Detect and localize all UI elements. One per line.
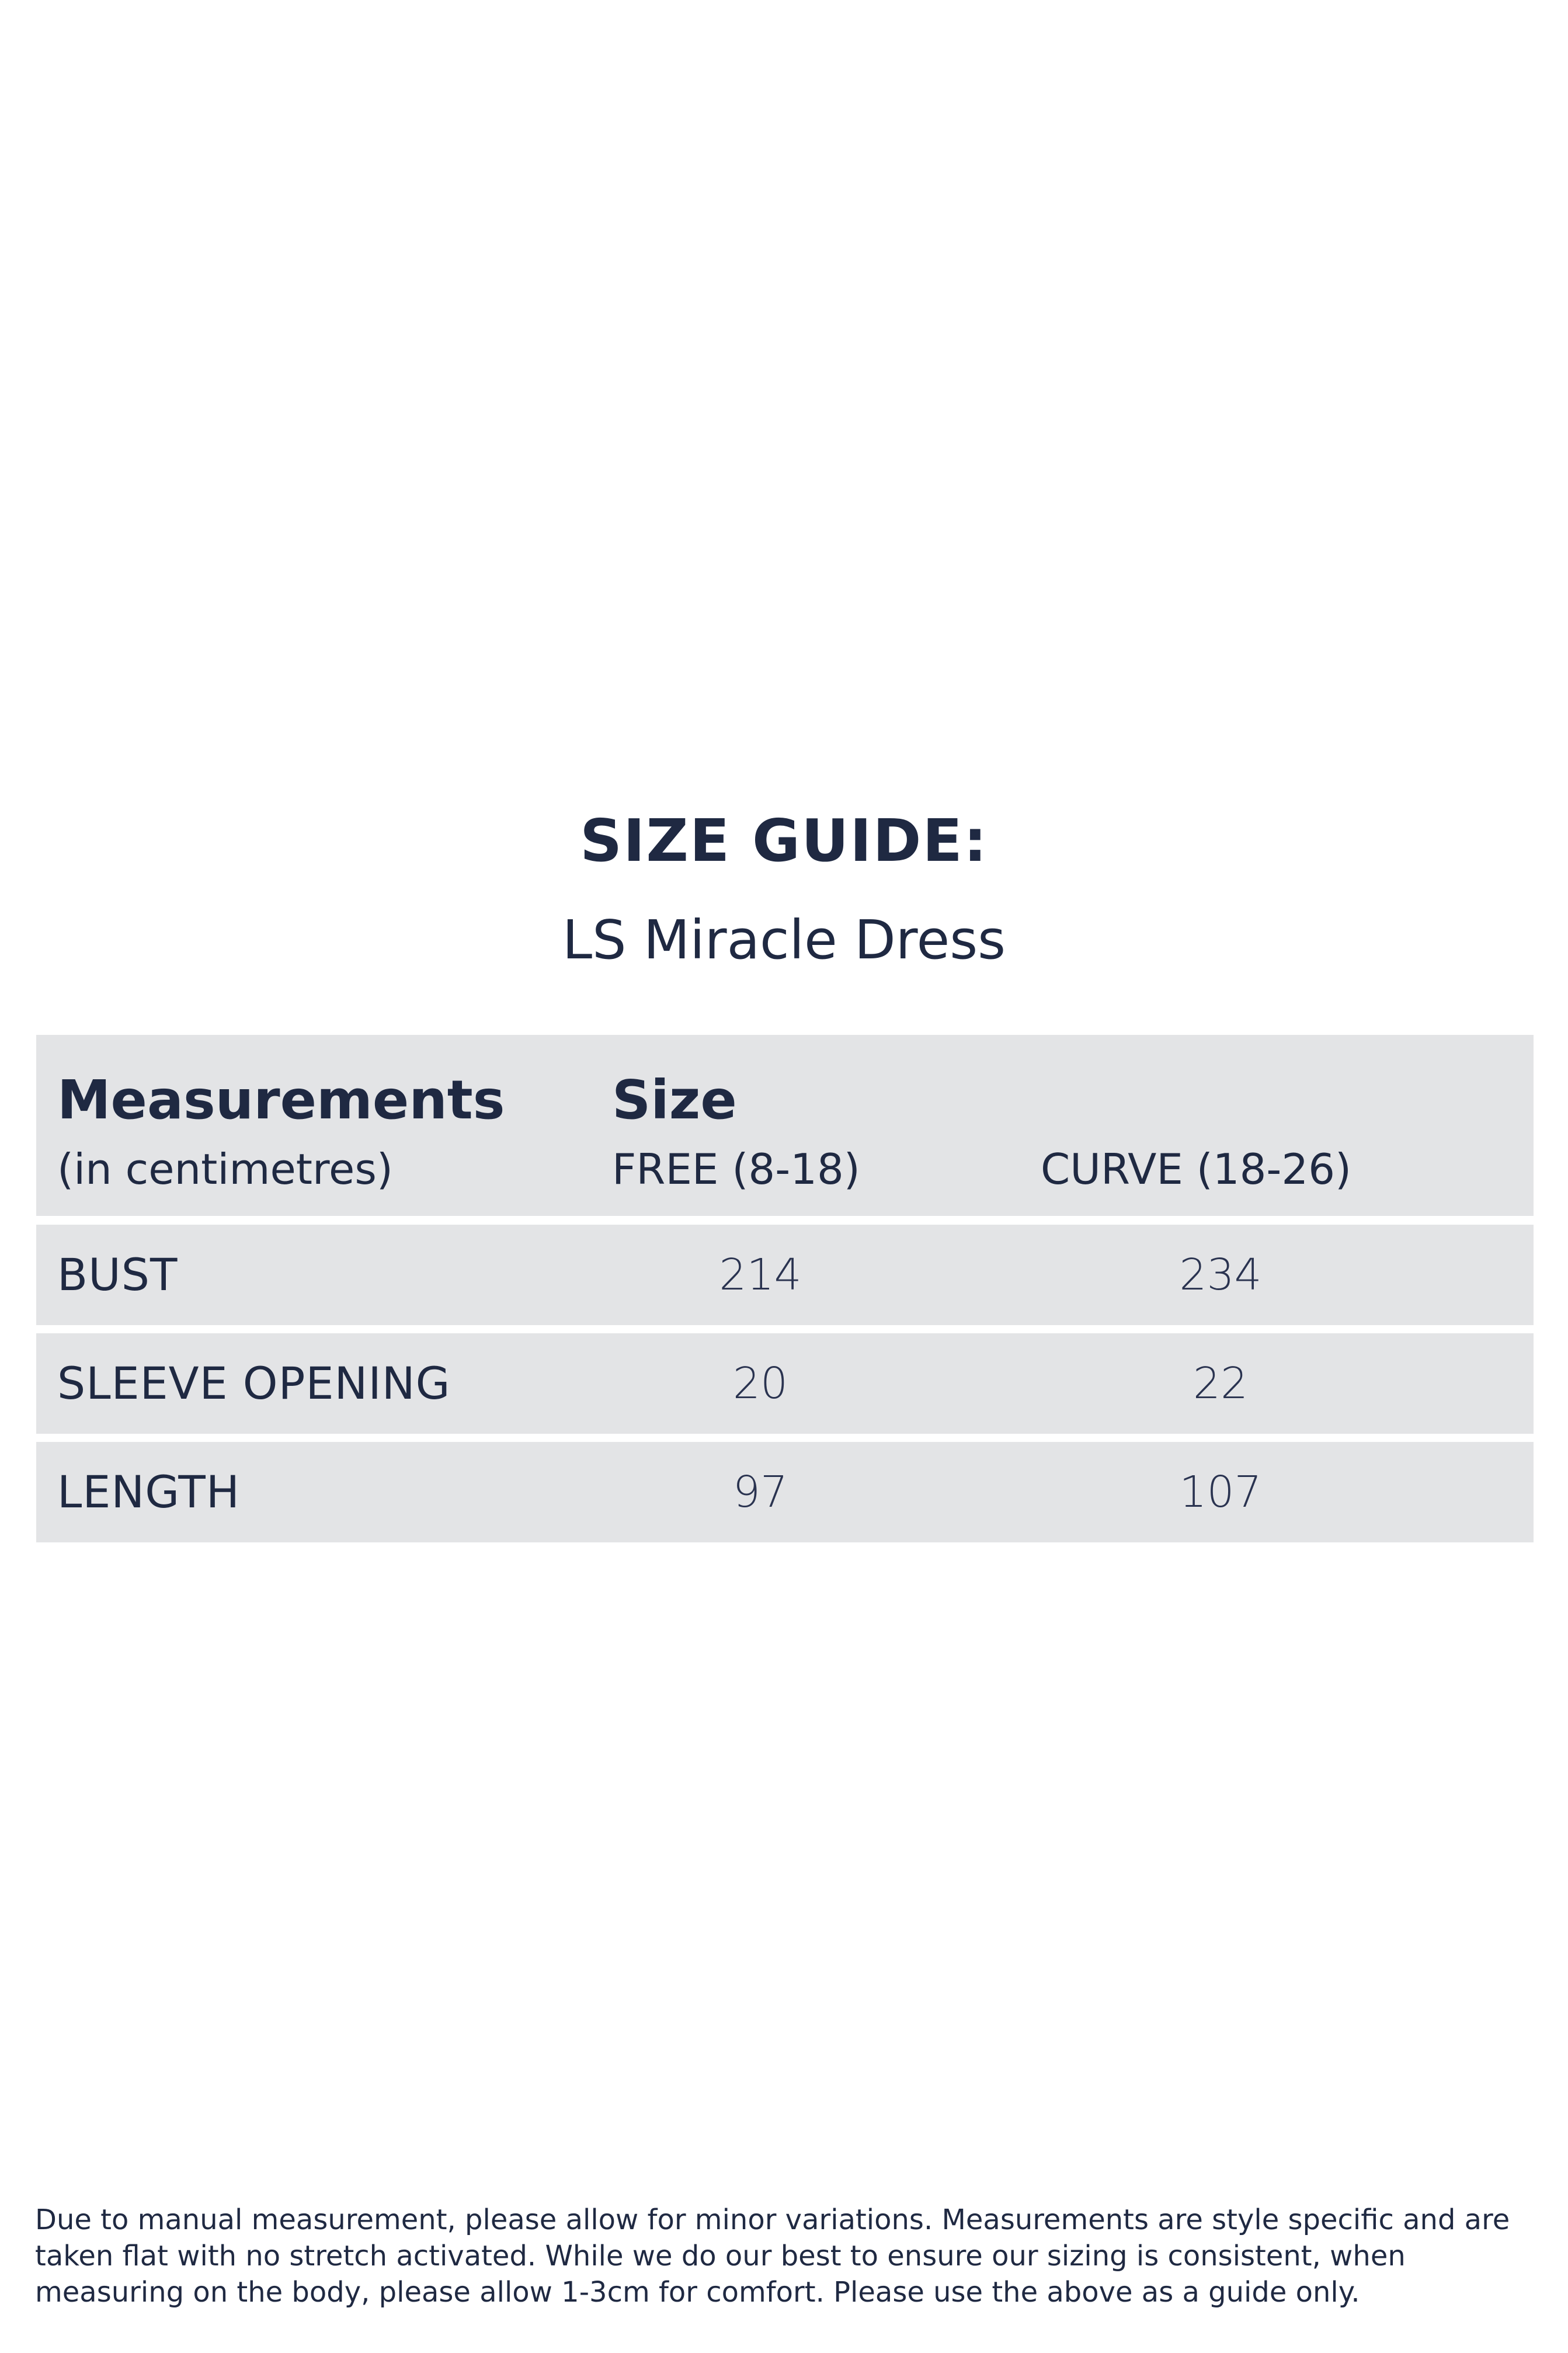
measurements-heading: Measurements bbox=[57, 1069, 505, 1131]
row-label: BUST bbox=[57, 1249, 178, 1301]
row-label: LENGTH bbox=[57, 1466, 240, 1518]
unit-note: (in centimetres) bbox=[57, 1145, 393, 1194]
table-row bbox=[36, 1442, 1534, 1542]
size-table-header bbox=[36, 1035, 1534, 1216]
curve-value: 234 bbox=[1179, 1250, 1262, 1300]
row-label: SLEEVE OPENING bbox=[57, 1357, 451, 1409]
page-title: SIZE GUIDE: bbox=[580, 807, 988, 875]
table-row bbox=[36, 1225, 1534, 1325]
free-value: 20 bbox=[732, 1358, 788, 1409]
disclaimer-note: Due to manual measurement, please allow for minor variations. Measurements are style specific and are taken flat with no stretch activated. While we do our best to ensure our sizing is consistent, when measuring on the body, please allow 1-3cm for comfort. Please use the above as a guide only. bbox=[35, 2203, 1510, 2309]
size-curve-heading: CURVE (18-26) bbox=[1041, 1145, 1352, 1194]
table-row bbox=[36, 1333, 1534, 1434]
curve-value: 22 bbox=[1192, 1358, 1249, 1409]
free-value: 97 bbox=[732, 1467, 788, 1517]
size-free-heading: FREE (8-18) bbox=[612, 1145, 860, 1194]
free-value: 214 bbox=[719, 1250, 802, 1300]
product-name: LS Miracle Dress bbox=[562, 909, 1006, 971]
curve-value: 107 bbox=[1179, 1467, 1262, 1517]
size-heading: Size bbox=[612, 1069, 737, 1131]
